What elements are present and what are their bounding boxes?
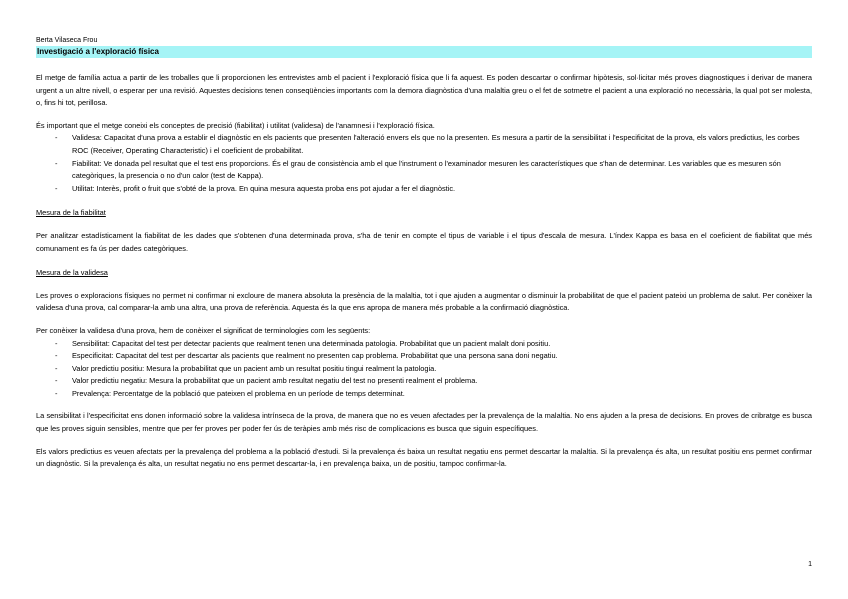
list-item-term: Valor predictiu negatiu: [72, 376, 148, 386]
list-item-term: Prevalença: [72, 388, 112, 398]
predictive-values-paragraph: Els valors predictius es veuen afectats per la prevalença del problema a la població d'estudi. Si la prevalença és baixa un resultat negatiu ens permet descartar la malaltia. Si la prevalença és alta, un resultat positiu ens permet confirmar un diagnòstic. Si la prevalença és alta, un resultat negatiu no ens permet descartar-la, i en prevalença baixa, un de positiu, tampoc confirmar-la. [36, 446, 812, 469]
important-paragraph: És important que el metge coneixi els conceptes de precisió (fiabilitat) i utilitat (validesa) de l'anamnesi i l'exploració física. [36, 120, 435, 130]
list-item [36, 338, 812, 351]
list-item [36, 158, 812, 183]
list-item-term: Validesa: [72, 133, 102, 143]
list-item [36, 388, 812, 401]
sensitivity-paragraph: La sensibilitat i l'especificitat ens donen informació sobre la validesa intrínseca de la prova, de manera que no es veuen afectades per la prevalença de la malaltia. No ens ajuden a la presa de decisions. En proves de cribratge es busca que les proves siguin sensibles, mentre que per fer proves per poder fer ús de teràpies amb més risc de complicacions es busca que siguin específiques. [36, 411, 812, 434]
list-item-text: Ve donada pel resultat que el test ens proporcions. És el grau de consistència amb el que l'instrument o l'examinador mesuren les característiques que s'han de determinar. Les variables que es mesuren són categòriques, la presencia o no d'un calor (test de Kappa). [72, 158, 781, 181]
list-item-term: Valor predictiu positiu: [72, 363, 145, 373]
document-title: Investigació a l'exploració física [36, 46, 812, 58]
list-item-text: Mesura la probabilitat que un pacient amb resultat negatiu del test no presenti realment el problema. [149, 376, 478, 386]
author-name: Berta Vilaseca Frou [36, 37, 98, 44]
terminology-list [36, 338, 812, 401]
list-item [36, 183, 812, 196]
list-item [36, 375, 812, 388]
list-item-term: Fiabilitat: [72, 158, 102, 168]
list-item-text: Capacitat del test per descartar als pacients que realment no presenten cap problema. Probabilitat que una persona sana doni negatiu. [115, 351, 558, 361]
list-item [36, 363, 812, 376]
list-item-term: Especificitat: [72, 351, 114, 361]
list-item-text: Percentatge de la població que pateixen el problema en un període de temps determinat. [113, 388, 405, 398]
intro-paragraph: El metge de família actua a partir de les troballes que li proporcionen les entrevistes amb el pacient i l'exploració física que li fa aquest. Es poden descartar o confirmar hipòtesis, sol·licitar més proves diagnostiques i derivar de manera urgent a un altre nivell, o esperar per una revisió. Aquestes decisions tenen conseqüències importants com la demora diagnòstica d'una malaltia greu o el fet de sotmetre el pacient a una exploració no necessària, la qual pot ser molesta, o, fins hi tot, perillosa. [36, 73, 812, 108]
section-heading-validesa: Mesura de la validesa [36, 268, 108, 278]
list-item-term: Sensibilitat: [72, 338, 110, 348]
list-item-text: Interès, profit o fruit que s'obté de la prova. En quina mesura aquesta proba ens pot ajudar a fer el diagnòstic. [96, 183, 456, 193]
concepts-list [36, 132, 812, 195]
section-heading-fiabilitat: Mesura de la fiabilitat [36, 208, 106, 218]
list-item-term: Utilitat: [72, 183, 95, 193]
list-item-text: Capacitat d'una prova a establir el diagnòstic en els pacients que presenten l'alteració envers els que no la presenten. Es mesura a partir de la sensibilitat i l'especificitat de la prova, els valors predictius, les corbes ROC (Receiver, Operating Characteristic) i el coeficient de probabilitat. [72, 133, 800, 155]
list-item [36, 350, 812, 363]
page-number: 1 [808, 561, 812, 568]
list-item-text: Mesura la probabilitat que un pacient amb un resultat positiu tingui realment la patologia. [146, 363, 437, 373]
validesa-paragraph: Les proves o exploracions físiques no permet ni confirmar ni excloure de manera absoluta la presència de la malaltia, tot i que ajuden a augmentar o disminuir la probabilitat de que el pacient pateixi un problema de salut. Per conèixer la validesa d'una prova, cal comparar-la amb una altra, una prova de referència. Aquesta és la que ens apropa de manera més probable a la confirmació diagnòstica. [36, 290, 812, 313]
fiabilitat-paragraph: Per analitzar estadísticament la fiabilitat de les dades que s'obtenen d'una determinada prova, s'ha de tenir en compte el tipus de variable i el tipus d'escala de mesura. L'índex Kappa es basa en el coeficient de fiabilitat que més comunament es fa ús per dades categòriques. [36, 230, 812, 253]
page-content [36, 36, 812, 471]
terminology-intro: Per conèixer la validesa d'una prova, hem de conèixer el significat de terminologies com les següents: [36, 325, 371, 335]
list-item-text: Capacitat del test per detectar pacients que realment tenen una determinada patologia. Probabilitat que un pacient malalt doni positiu. [111, 338, 551, 348]
list-item [36, 132, 812, 157]
